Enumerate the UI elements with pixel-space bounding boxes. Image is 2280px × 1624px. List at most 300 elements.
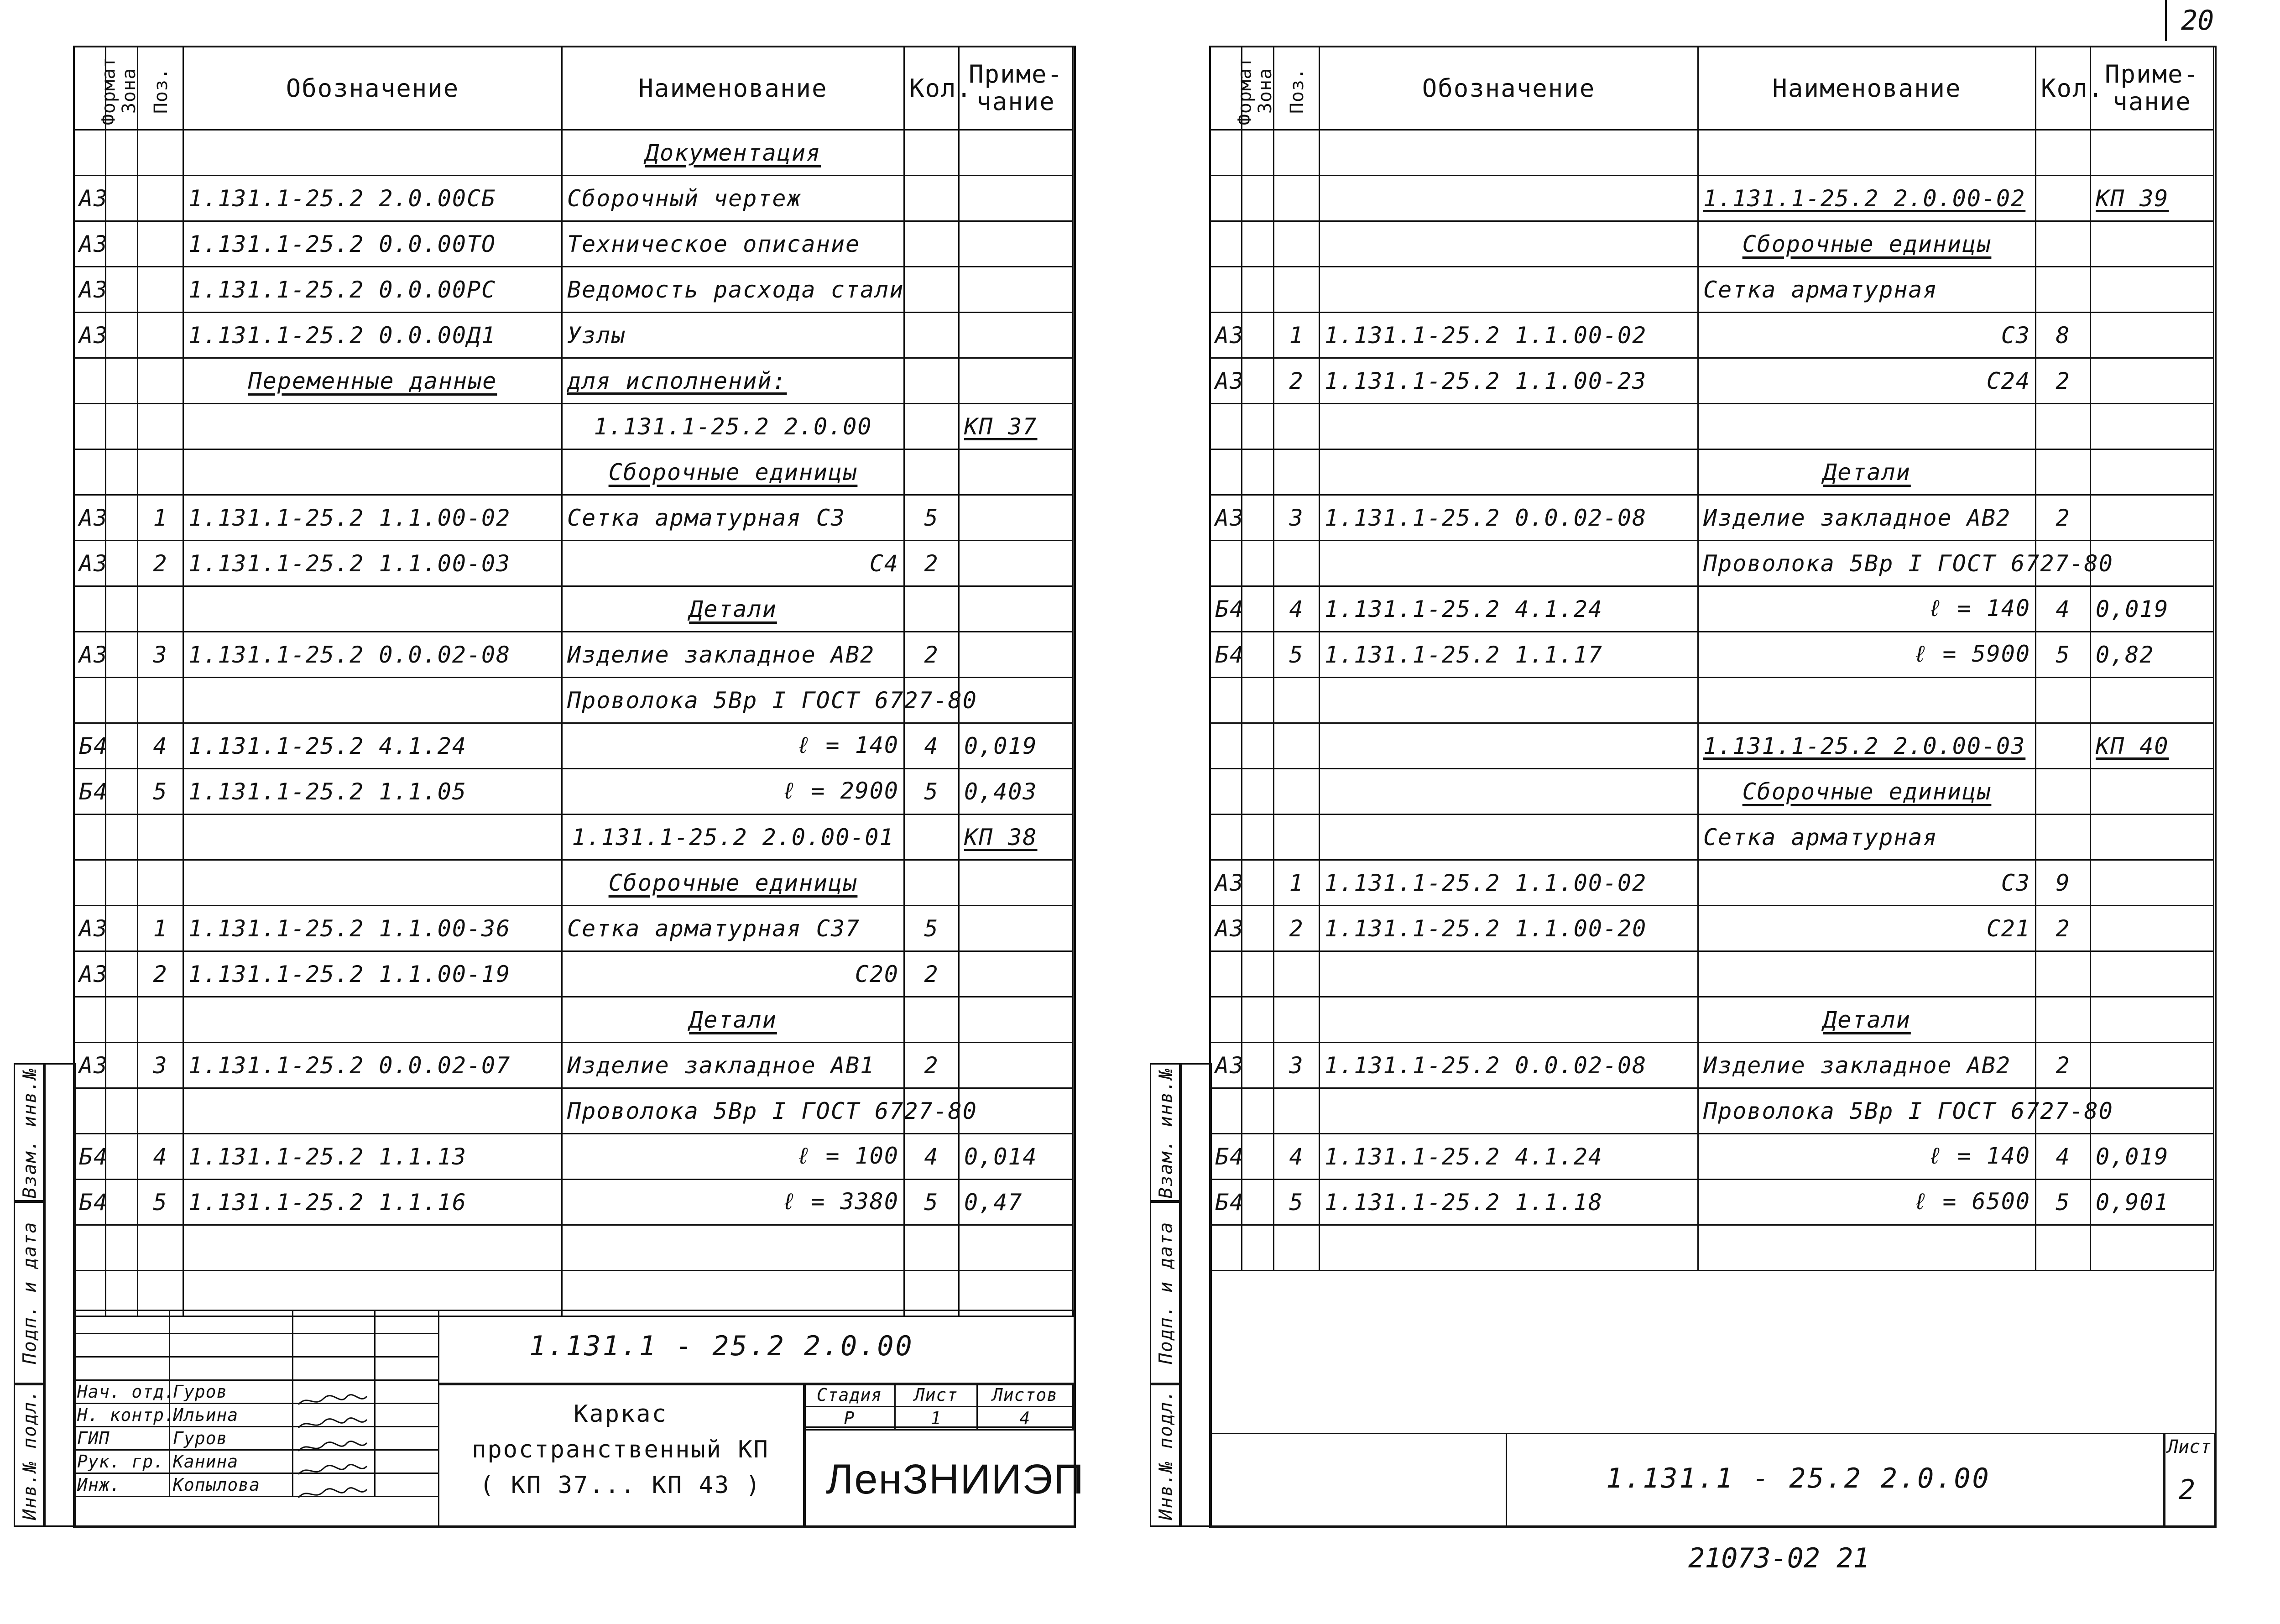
pos-cell: 3 [138,1043,183,1088]
name-cell: Сборочный чертеж [562,176,904,221]
pos-cell [1274,449,1320,495]
blank-cell [375,1311,439,1334]
format-cell: А3 [74,495,106,541]
person-name-cell: Гуров [170,1380,293,1404]
pos-cell [1274,267,1320,313]
signature-row [74,1450,439,1473]
zone-cell [1242,404,1274,449]
zone-cell [1242,815,1274,860]
name-cell: Проволока 5Вр I ГОСТ 6727-80 [562,678,904,723]
col-pos-header: Поз. [1274,47,1320,130]
format-cell: Б4 [74,769,106,815]
pos-cell [138,1225,183,1271]
note-cell [2091,951,2214,997]
zone-cell [106,1088,138,1134]
note-cell [959,130,1073,176]
zone-cell [1242,176,1274,221]
pos-cell [1274,130,1320,176]
designation-cell [183,586,562,632]
qty-cell [2036,404,2091,449]
designation-cell: 1.131.1-25.2 0.0.02-08 [1320,495,1698,541]
qty-cell: 2 [904,1043,959,1088]
pos-cell [1274,541,1320,586]
designation-cell [1320,678,1698,723]
designation-cell: 1.131.1-25.2 1.1.05 [183,769,562,815]
role-cell: Н. контр. [74,1404,170,1427]
zone-cell [1242,906,1274,951]
left-spec-table [73,46,1074,1317]
zone-cell [106,358,138,404]
spec-row [1210,176,2214,221]
pos-cell: 4 [1274,1134,1320,1180]
format-cell [74,815,106,860]
qty-cell: 4 [904,1134,959,1180]
zone-cell [106,1180,138,1225]
qty-cell [2036,678,2091,723]
side-podp-data: Подп. и дата [1150,1200,1182,1385]
spec-row [1210,1088,2214,1134]
qty-cell [2036,130,2091,176]
note-cell [959,632,1073,678]
note-cell [2091,769,2214,815]
col-note-header: Приме- чание [2091,47,2214,130]
designation-cell: 1.131.1-25.2 0.0.02-08 [1320,1043,1698,1088]
qty-cell [904,176,959,221]
pos-cell: 4 [138,1134,183,1180]
qty-cell [904,815,959,860]
note-cell [959,495,1073,541]
format-cell: Б4 [1210,1180,1242,1225]
pos-cell [1274,815,1320,860]
spec-row [1210,449,2214,495]
designation-cell [1320,1088,1698,1134]
format-cell [1210,1088,1242,1134]
pos-cell [1274,176,1320,221]
format-cell [74,404,106,449]
qty-cell [904,221,959,267]
pos-cell [138,860,183,906]
note-cell [959,1225,1073,1271]
pos-cell [138,404,183,449]
name-cell: Сборочные единицы [1698,221,2036,267]
zone-cell [106,1043,138,1088]
side-podp-data: Подп. и дата [14,1200,46,1385]
role-cell: Рук. гр. [74,1450,170,1473]
zone-cell [106,495,138,541]
spec-row [74,449,1073,495]
pos-cell [138,678,183,723]
left-header-row [74,47,1073,130]
spec-row [1210,1134,2214,1180]
name-cell: ℓ = 140 [1698,586,2036,632]
blank-cell [375,1334,439,1357]
format-cell [1210,997,1242,1043]
name-cell: Сетка арматурная С37 [562,906,904,951]
pos-cell: 2 [1274,358,1320,404]
note-cell [2091,906,2214,951]
spec-row [74,1225,1073,1271]
col-designation-header: Обозначение [183,47,562,130]
note-cell [959,1043,1073,1088]
left-signatures-table [73,1310,439,1497]
designation-cell [1320,815,1698,860]
designation-cell: 1.131.1-25.2 4.1.24 [183,723,562,769]
name-cell: Сборочные единицы [1698,769,2036,815]
note-cell [2091,449,2214,495]
pos-cell [138,358,183,404]
spec-row [74,860,1073,906]
designation-cell: 1.131.1-25.2 4.1.24 [1320,586,1698,632]
spec-row [1210,541,2214,586]
designation-cell [1320,404,1698,449]
designation-cell: Переменные данные [183,358,562,404]
designation-cell [183,678,562,723]
zone-cell [106,723,138,769]
zone-cell [106,906,138,951]
spec-row [1210,723,2214,769]
designation-cell [1320,449,1698,495]
format-cell: А3 [74,313,106,358]
name-cell: Сетка арматурная [1698,815,2036,860]
signature-cell [293,1380,375,1404]
date-cell [375,1450,439,1473]
spec-row [74,267,1073,313]
designation-cell [1320,221,1698,267]
name-cell: ℓ = 100 [562,1134,904,1180]
name-cell: Узлы [562,313,904,358]
zone-cell [106,997,138,1043]
spec-row [74,358,1073,404]
note-cell: 0,901 [2091,1180,2214,1225]
zone-cell [106,221,138,267]
sheets-value: 4 [977,1407,1073,1430]
spec-row [1210,1180,2214,1225]
page-number-tick [2165,0,2167,41]
pos-cell: 2 [138,951,183,997]
pos-cell [1274,1225,1320,1271]
spec-row [74,632,1073,678]
zone-cell [1242,769,1274,815]
right-spec-body [1210,130,2214,1271]
note-cell [2091,495,2214,541]
person-name-cell: Копылова [170,1473,293,1497]
pos-cell [1274,1088,1320,1134]
spec-row [74,769,1073,815]
designation-cell: 1.131.1-25.2 1.1.00-23 [1320,358,1698,404]
col-note-header: Приме- чание [959,47,1073,130]
designation-cell: 1.131.1-25.2 1.1.13 [183,1134,562,1180]
designation-cell [183,404,562,449]
blank-cell [170,1334,293,1357]
zone-cell [1242,267,1274,313]
zone-cell [106,951,138,997]
format-cell: Б4 [74,723,106,769]
left-document-code: 1.131.1 - 25.2 2.0.00 [529,1330,914,1362]
date-cell [375,1427,439,1450]
format-cell: А3 [74,176,106,221]
side-inv-podl: Инв.№ подл. [1150,1383,1182,1527]
note-cell: 0,47 [959,1180,1073,1225]
format-cell: А3 [74,541,106,586]
col-qty-header: Кол. [2036,47,2091,130]
stage-label: Стадия [804,1384,895,1407]
name-cell [1698,951,2036,997]
title-line-2: пространственный КП [472,1436,769,1463]
zone-cell [1242,221,1274,267]
pos-cell [1274,997,1320,1043]
person-name-cell: Канина [170,1450,293,1473]
right-header-row [1210,47,2214,130]
name-cell [1698,404,2036,449]
format-cell [74,997,106,1043]
side-vzam-inv: Взам. инв.№ [1150,1063,1182,1203]
zone-cell [106,678,138,723]
spec-row [74,586,1073,632]
zone-cell [106,267,138,313]
name-cell: ℓ = 6500 [1698,1180,2036,1225]
spec-row [1210,495,2214,541]
note-cell [2091,860,2214,906]
format-cell [1210,723,1242,769]
right-sheet-label: Лист [2167,1436,2212,1457]
name-cell: Проволока 5Вр I ГОСТ 6727-80 [1698,1088,2036,1134]
spec-row [1210,358,2214,404]
note-cell [2091,404,2214,449]
right-spec-table [1209,46,2214,1271]
qty-cell [2036,1225,2091,1271]
pos-cell [138,176,183,221]
note-cell [959,221,1073,267]
note-cell: 0,82 [2091,632,2214,678]
note-cell [2091,313,2214,358]
zone-cell [1242,678,1274,723]
format-cell [74,586,106,632]
name-cell: С24 [1698,358,2036,404]
designation-cell: 1.131.1-25.2 2.0.00СБ [183,176,562,221]
pos-cell [1274,221,1320,267]
spec-row [74,176,1073,221]
format-cell: А3 [74,951,106,997]
designation-cell [1320,951,1698,997]
format-cell: А3 [74,1043,106,1088]
name-cell: Проволока 5Вр I ГОСТ 6727-80 [562,1088,904,1134]
name-cell [1698,130,2036,176]
pos-cell: 3 [1274,1043,1320,1088]
name-cell: 1.131.1-25.2 2.0.00-02 [1698,176,2036,221]
name-cell: Детали [1698,997,2036,1043]
note-cell: КП 40 [2091,723,2214,769]
pos-cell: 5 [1274,1180,1320,1225]
pos-cell: 4 [138,723,183,769]
spec-row [74,404,1073,449]
designation-cell [1320,769,1698,815]
spec-row [1210,1225,2214,1271]
col-qty-header: Кол. [904,47,959,130]
pos-cell [138,313,183,358]
format-cell: Б4 [74,1134,106,1180]
note-cell [2091,267,2214,313]
spec-row [74,1043,1073,1088]
format-cell: А3 [74,632,106,678]
qty-cell [904,1225,959,1271]
title-line-3: ( КП 37... КП 43 ) [480,1472,762,1499]
blank-cell [170,1311,293,1334]
spec-row [74,130,1073,176]
name-cell: Изделие закладное АВ2 [1698,1043,2036,1088]
col-zone-header: Зона [106,47,138,130]
handwritten-signature [296,1462,369,1479]
side-blank-1 [43,1063,76,1527]
person-name-cell: Ильина [170,1404,293,1427]
designation-cell: 1.131.1-25.2 0.0.02-07 [183,1043,562,1088]
signature-row [74,1380,439,1404]
designation-cell [183,449,562,495]
stage-sheet-table [803,1383,1074,1431]
name-cell: Изделие закладное АВ2 [1698,495,2036,541]
designation-cell [183,997,562,1043]
qty-cell: 2 [2036,1043,2091,1088]
blank-cell [74,1334,170,1357]
note-cell [2091,815,2214,860]
format-cell: А3 [74,906,106,951]
name-cell: ℓ = 140 [562,723,904,769]
designation-cell: 1.131.1-25.2 0.0.02-08 [183,632,562,678]
format-cell [1210,678,1242,723]
format-cell [1210,404,1242,449]
note-cell: КП 38 [959,815,1073,860]
zone-cell [106,860,138,906]
zone-cell [106,176,138,221]
pos-cell: 4 [1274,586,1320,632]
qty-cell: 5 [904,495,959,541]
name-cell: С20 [562,951,904,997]
title-line-1: Каркас [574,1400,668,1428]
zone-cell [1242,541,1274,586]
format-cell: А3 [1210,906,1242,951]
format-cell [1210,769,1242,815]
signature-row [74,1427,439,1450]
name-cell [1698,678,2036,723]
name-cell: С4 [562,541,904,586]
note-cell [959,997,1073,1043]
note-cell [959,267,1073,313]
spec-row [1210,906,2214,951]
qty-cell: 2 [2036,495,2091,541]
designation-cell [183,130,562,176]
note-cell [959,358,1073,404]
format-cell: А3 [1210,1043,1242,1088]
format-cell [1210,1225,1242,1271]
qty-cell [904,404,959,449]
name-cell: Детали [562,586,904,632]
date-cell [375,1473,439,1497]
blank-cell [74,1311,170,1334]
pos-cell [138,221,183,267]
spec-row [74,221,1073,267]
designation-cell: 1.131.1-25.2 1.1.00-20 [1320,906,1698,951]
format-cell [74,130,106,176]
role-cell: ГИП [74,1427,170,1450]
note-cell [2091,678,2214,723]
right-sheet-value: 2 [2179,1474,2196,1506]
name-cell: Сетка арматурная С3 [562,495,904,541]
qty-cell: 5 [2036,1180,2091,1225]
spec-row [1210,586,2214,632]
note-cell [959,176,1073,221]
designation-cell: 1.131.1-25.2 0.0.00ТО [183,221,562,267]
spec-row [74,1088,1073,1134]
zone-cell [1242,632,1274,678]
format-cell [1210,221,1242,267]
designation-cell [1320,1225,1698,1271]
designation-cell [1320,723,1698,769]
pos-cell [138,815,183,860]
spec-row [1210,678,2214,723]
format-cell: А3 [1210,495,1242,541]
pos-cell: 2 [1274,906,1320,951]
designation-cell: 1.131.1-25.2 1.1.17 [1320,632,1698,678]
sheets-label: Листов [977,1384,1073,1407]
designation-cell: 1.131.1-25.2 1.1.00-02 [1320,313,1698,358]
pos-cell [1274,769,1320,815]
note-cell [959,860,1073,906]
qty-cell: 5 [904,1180,959,1225]
qty-cell [904,130,959,176]
qty-cell: 2 [904,951,959,997]
side-inv-podl: Инв.№ подл. [14,1383,46,1527]
zone-cell [1242,1180,1274,1225]
handwritten-signature [296,1438,369,1456]
format-cell [1210,541,1242,586]
col-pos-header: Поз. [138,47,183,130]
designation-cell [183,1088,562,1134]
spec-row [1210,313,2214,358]
spec-row [74,723,1073,769]
note-cell [959,449,1073,495]
spec-row [74,1134,1073,1180]
signature-blank-row [74,1334,439,1357]
blank-cell [293,1357,375,1380]
signature-blank-row [74,1357,439,1380]
zone-cell [106,769,138,815]
zone-cell [106,130,138,176]
qty-cell: 5 [904,906,959,951]
zone-cell [1242,1088,1274,1134]
spec-row [74,541,1073,586]
pos-cell: 5 [138,769,183,815]
designation-cell [1320,541,1698,586]
role-cell: Инж. [74,1473,170,1497]
zone-cell [1242,860,1274,906]
format-cell [74,358,106,404]
pos-cell [138,1088,183,1134]
designation-cell: 1.131.1-25.2 0.0.00РС [183,267,562,313]
signature-row [74,1404,439,1427]
zone-cell [106,815,138,860]
name-cell: С3 [1698,860,2036,906]
pos-cell [1274,404,1320,449]
zone-cell [106,1225,138,1271]
name-cell: С3 [1698,313,2036,358]
designation-cell [183,860,562,906]
designation-cell [183,1225,562,1271]
note-cell [959,586,1073,632]
designation-cell [1320,997,1698,1043]
format-cell [74,1088,106,1134]
note-cell: 0,014 [959,1134,1073,1180]
name-cell: Техническое описание [562,221,904,267]
spec-row [1210,815,2214,860]
